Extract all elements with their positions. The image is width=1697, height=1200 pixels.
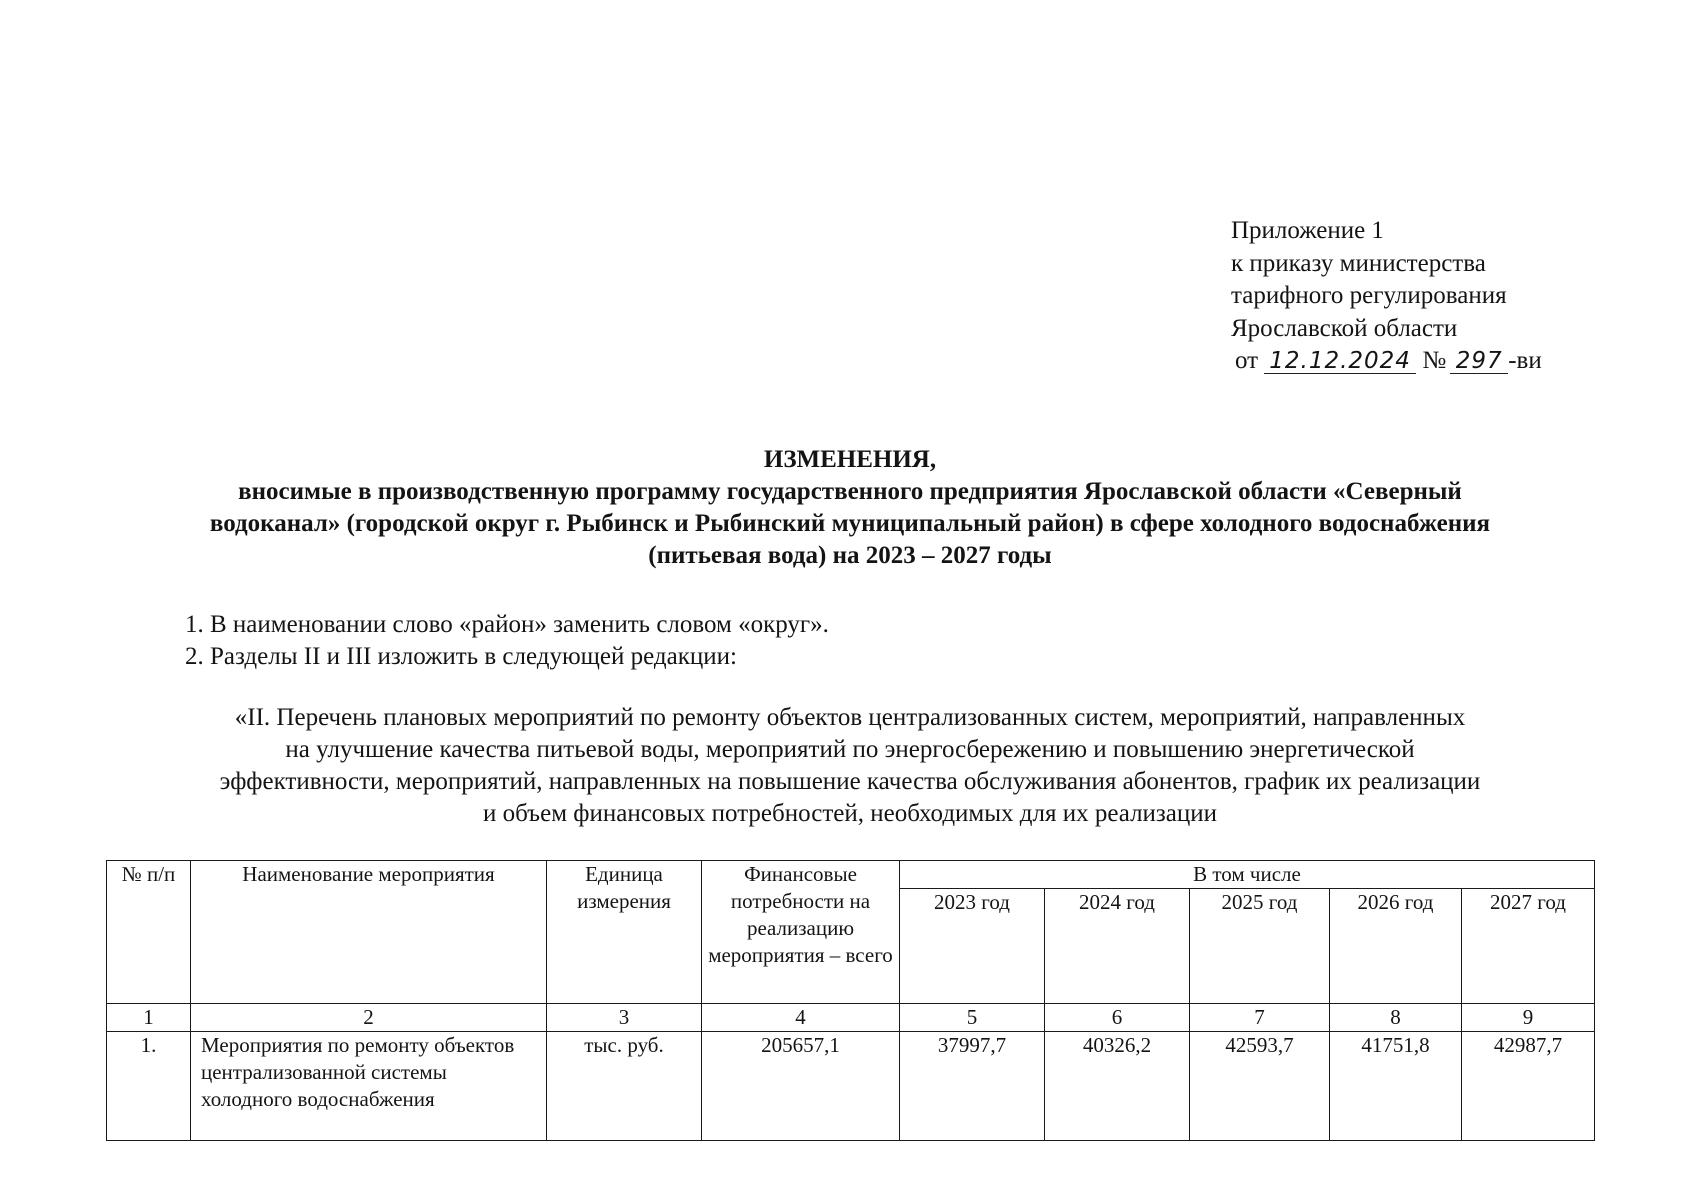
date-prefix: от bbox=[1235, 347, 1259, 374]
col-number-3: 3 bbox=[547, 1004, 702, 1032]
header-including: В том числе bbox=[900, 861, 1595, 889]
title-heading: ИЗМЕНЕНИЯ, bbox=[763, 446, 937, 473]
annex-line-4: Ярославской области bbox=[1231, 314, 1458, 342]
document-title bbox=[110, 444, 1590, 572]
col-number-8: 8 bbox=[1330, 1004, 1462, 1032]
column-number-row bbox=[107, 1004, 1595, 1032]
header-num: № п/п bbox=[107, 861, 191, 1004]
row-unit: тыс. руб. bbox=[547, 1032, 702, 1141]
col-number-1: 1 bbox=[107, 1004, 191, 1032]
row-y2025: 42593,7 bbox=[1190, 1032, 1330, 1141]
row-y2023: 37997,7 bbox=[900, 1032, 1045, 1141]
header-y2024: 2024 год bbox=[1045, 889, 1190, 1004]
number-suffix: -ви bbox=[1508, 347, 1542, 374]
plan-table bbox=[106, 860, 1595, 1141]
annex-line-3: тарифного регулирования bbox=[1231, 282, 1507, 309]
handwritten-number: 297 bbox=[1450, 349, 1508, 374]
col-number-9: 9 bbox=[1462, 1004, 1595, 1032]
number-sign: № bbox=[1422, 347, 1447, 374]
annex-line-1: Приложение 1 bbox=[1231, 217, 1384, 244]
header-unit: Единица измерения bbox=[547, 861, 702, 1004]
row-y2026: 41751,8 bbox=[1330, 1032, 1462, 1141]
col-number-5: 5 bbox=[900, 1004, 1045, 1032]
row-y2024: 40326,2 bbox=[1045, 1032, 1190, 1141]
section-heading bbox=[110, 702, 1590, 830]
header-y2023: 2023 год bbox=[900, 889, 1045, 1004]
table-row bbox=[107, 1032, 1595, 1141]
amendment-items bbox=[185, 609, 829, 673]
header-y2026: 2026 год bbox=[1330, 889, 1462, 1004]
section-line-2: на улучшение качества питьевой воды, мероприятий по энергосбережению и повышению энергетической bbox=[285, 736, 1415, 763]
header-y2025: 2025 год bbox=[1190, 889, 1330, 1004]
annex-line-2: к приказу министерства bbox=[1231, 249, 1486, 277]
section-line-3: эффективности, мероприятий, направленных на повышение качества обслуживания абонентов, график их реализации bbox=[219, 768, 1481, 795]
header-total: Финансовые потребности на реализацию мероприятия – всего bbox=[702, 861, 900, 1004]
amendment-item-2: 2. Разделы II и III изложить в следующей редакции: bbox=[185, 643, 737, 670]
title-line-3: (питьевая вода) на 2023 – 2027 годы bbox=[648, 542, 1052, 569]
title-line-2: водоканал» (городской округ г. Рыбинск и Рыбинский муниципальный район) в сфере холодного водоснабжения bbox=[209, 510, 1491, 537]
amendment-item-1: 1. В наименовании слово «район» заменить словом «округ». bbox=[185, 611, 829, 638]
col-number-6: 6 bbox=[1045, 1004, 1190, 1032]
annex-date-line bbox=[1231, 345, 1542, 378]
table-header-row-1 bbox=[107, 861, 1595, 889]
row-y2027: 42987,7 bbox=[1462, 1032, 1595, 1141]
header-y2027: 2027 год bbox=[1462, 889, 1595, 1004]
section-line-4: и объем финансовых потребностей, необходимых для их реализации bbox=[482, 800, 1218, 827]
annex-block bbox=[1231, 215, 1542, 378]
col-number-4: 4 bbox=[702, 1004, 900, 1032]
section-line-1: «II. Перечень плановых мероприятий по ремонту объектов централизованных систем, мероприятий, направленных bbox=[234, 704, 1466, 731]
col-number-2: 2 bbox=[191, 1004, 547, 1032]
col-number-7: 7 bbox=[1190, 1004, 1330, 1032]
row-num: 1. bbox=[107, 1032, 191, 1141]
row-total: 205657,1 bbox=[702, 1032, 900, 1141]
header-name: Наименование мероприятия bbox=[191, 861, 547, 1004]
row-name: Мероприятия по ремонту объектов централизованной системы холодного водоснабжения bbox=[191, 1032, 547, 1141]
handwritten-date: 12.12.2024 bbox=[1264, 349, 1416, 374]
title-line-1: вносимые в производственную программу государственного предприятия Ярославской области «Северный bbox=[238, 478, 1462, 505]
